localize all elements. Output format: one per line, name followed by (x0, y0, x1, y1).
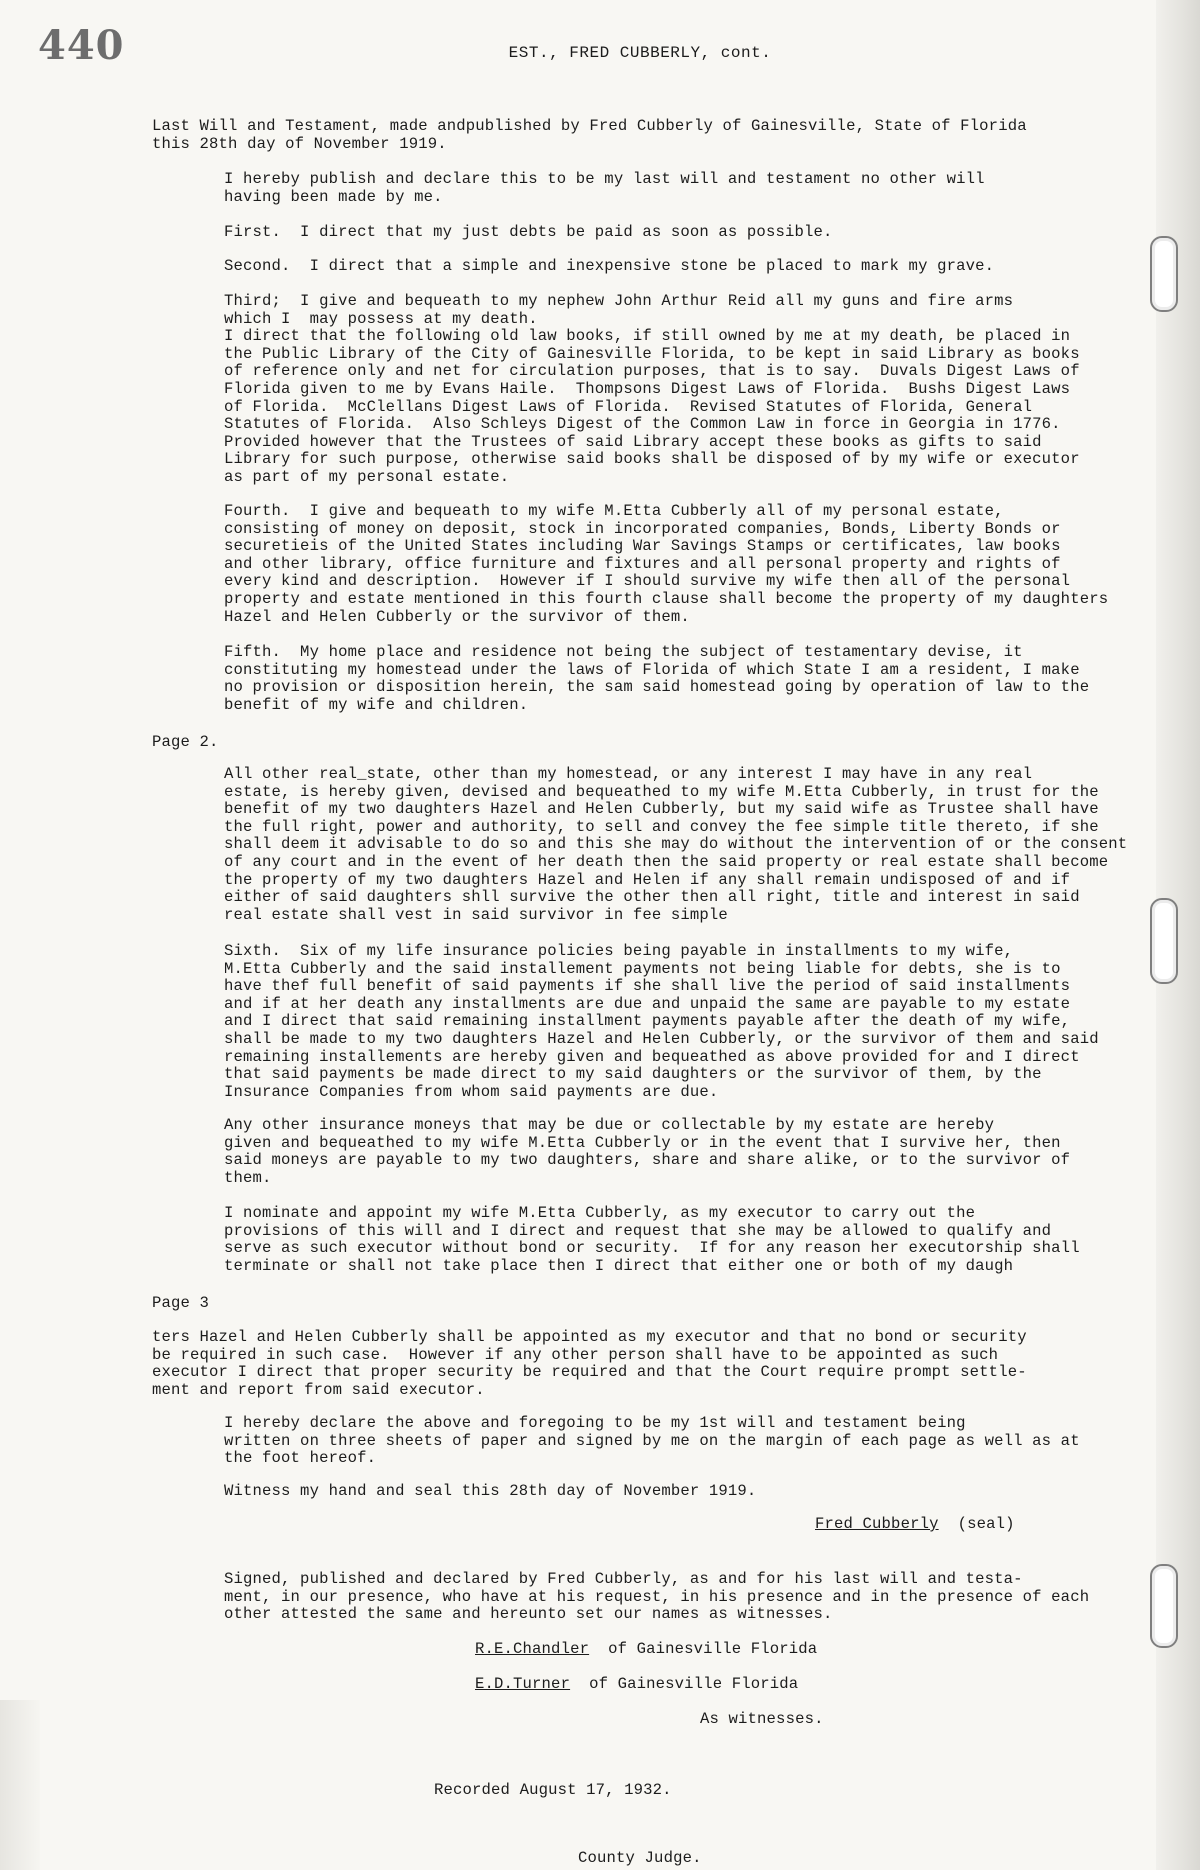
seal-label: (seal) (957, 1515, 1015, 1533)
page-2-label: Page 2. (152, 733, 219, 751)
attestation-clause: Signed, published and declared by Fred Cubberly, as and for his last will and testa- ment, in our presence, who have at his request, in his presence and in the presence of each other attested the same and hereunto set our names as witnesses. (224, 1570, 1090, 1624)
witness-place: of Gainesville Florida (589, 1675, 799, 1693)
page-number: 440 (38, 22, 125, 69)
witness-hand-line: Witness my hand and seal this 28th day of November 1919. (224, 1482, 757, 1500)
fifth-clause: Fifth. My home place and residence not being the subject of testamentary devise, it constituting my homestead under the laws of Florida of which State I am a resident, I make no provision or disposition herein, the sam said homestead going by operation of law to the benefit of my wife and children. (224, 643, 1090, 714)
page-edge-shadow-left (0, 1700, 40, 1870)
witness-name: R.E.Chandler (475, 1640, 590, 1658)
intro-paragraph: Last Will and Testament, made andpublished by Fred Cubberly of Gainesville, State of Florida this 28th day of November 1919. (152, 117, 1027, 153)
signature-name: Fred Cubberly (815, 1515, 939, 1533)
witness-line (475, 1676, 975, 1694)
recorded-date: Recorded August 17, 1932. (434, 1781, 672, 1799)
third-clause: Third; I give and bequeath to my nephew John Arthur Reid all my guns and fire arms which I may possess at my death. I direct that the following old law books, if still owned by me at my death, be placed in the Public Library of the City of Gainesville Florida, to be kept in said Library as books of reference only and net for circulation purposes, that is to say. Duvals Digest Laws of Florida given to me by Evans Haile. Thompsons Digest Laws of Florida. Bushs Digest Laws of Florida. McClellans Digest Laws of Florida. Revised Statutes of Florida, General Statutes of Florida. Also Schleys Digest of the Common Law in force in Georgia in 1776. Provided however that the Trustees of said Library accept these books as gifts to said Library for such purpose, otherwise said books shall be disposed of by my wife or executor as part of my personal estate. (224, 292, 1080, 486)
page-3-label: Page 3 (152, 1294, 210, 1312)
other-insurance-clause: Any other insurance moneys that may be due or collectable by my estate are hereby given and bequeathed to my wife M.Etta Cubberly or in the event that I survive her, then said moneys are payable to my two daughters, share and share alike, or to the survivor of them. (224, 1116, 1071, 1187)
testator-signature (815, 1516, 1115, 1534)
first-clause: First. I direct that my just debts be paid as soon as possible. (224, 223, 833, 241)
county-judge-label: County Judge. (578, 1849, 702, 1867)
declaration-paragraph: I hereby publish and declare this to be my last will and testament no other will having been made by me. (224, 170, 985, 206)
final-declaration: I hereby declare the above and foregoing to be my 1st will and testament being written on three sheets of paper and signed by me on the margin of each page as well as at the foot hereof. (224, 1414, 1080, 1468)
second-clause: Second. I direct that a simple and inexpensive stone be placed to mark my grave. (224, 257, 995, 275)
witness-place: of Gainesville Florida (608, 1640, 818, 1658)
witness-name: E.D.Turner (475, 1675, 571, 1693)
executor-clause: I nominate and appoint my wife M.Etta Cubberly, as my executor to carry out the provisions of this will and I direct and request that she may be allowed to qualify and serve as such executor without bond or security. If for any reason her executorship shall terminate or shall not take place then I direct that either one or both of my daugh (224, 1204, 1080, 1275)
executor-continuation: ters Hazel and Helen Cubberly shall be appointed as my executor and that no bond or security be required in such case. However if any other person shall have to be appointed as such executor I direct that proper security be required and that the Court require prompt settle- ment and report from said executor. (152, 1328, 1027, 1399)
as-witnesses-label: As witnesses. (700, 1710, 824, 1728)
page-header: EST., FRED CUBBERLY, cont. (508, 44, 772, 62)
fourth-clause: Fourth. I give and bequeath to my wife M.Etta Cubberly all of my personal estate, consisting of money on deposit, stock in incorporated companies, Bonds, Liberty Bonds or securetieis of the United States including War Savings Stamps or certificates, law books and other library, office furniture and fixtures and all personal property and rights of every kind and description. However if I should survive my wife then all of the personal property and estate mentioned in this fourth clause shall become the property of my daughters Hazel and Helen Cubberly or the survivor of them. (224, 502, 1109, 626)
sixth-clause: Sixth. Six of my life insurance policies being payable in installments to my wife, M.Etta Cubberly and the said installement payments not being liable for debts, she is to have thef full benefit of said payments if she shall live the period of said installments and if at her death any installments are due and unpaid the same are payable to my estate and I direct that said remaining installment payments payable after the death of my wife, shall be made to my two daughters Hazel and Helen Cubberly, or the survivor of them and said remaining installements are hereby given and bequeathed as above provided for and I direct that said payments be made direct to my said daughters or the survivor of them, by the Insurance Companies from whom said payments are due. (224, 942, 1099, 1101)
witness-line (475, 1641, 975, 1659)
real-estate-clause: All other real_state, other than my homestead, or any interest I may have in any real estate, is hereby given, devised and bequeathed to my wife M.Etta Cubberly, in trust for the benefit of my two daughters Hazel and Helen Cubberly, but my said wife as Trustee shall have the full right, power and authority, to sell and convey the fee simple title thereto, if she shall deem it advisable to do so and this she may do without the intervention of or the consent of any court and in the event of her death then the said property or real estate shall become the property of my two daughters Hazel and Helen if any shall remain undisposed of and if either of said daughters shll survive the other then all right, title and interest in said real estate shall vest in said survivor in fee simple (224, 765, 1128, 924)
